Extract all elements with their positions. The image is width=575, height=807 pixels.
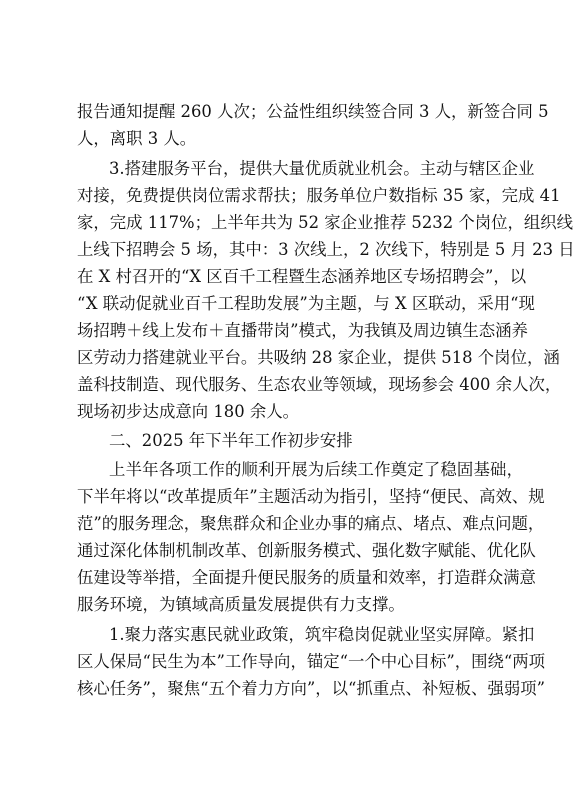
text-line-4: 对接，免费提供岗位需求帮扶；服务单位户数指标 35 家，完成 41	[77, 186, 561, 205]
text-line-19: 服务环境，为镇域高质量发展提供有力支撑。	[77, 595, 405, 614]
text-line-22: 核心任务”，聚焦“五个着力方向”，以“抓重点、补短板、强弱项”	[77, 679, 546, 698]
text-line-17: 通过深化体制机制改革、创新服务模式、强化数字赋能、优化队	[77, 541, 536, 560]
text-line-5: 家，完成 117%；上半年共为 52 家企业推荐 5232 个岗位，组织线	[77, 213, 574, 232]
text-line-7: 在 X 村召开的“X 区百千工程暨生态涵养地区专场招聘会”，以	[77, 267, 527, 286]
text-line-6: 上线下招聘会 5 场，其中：3 次线上，2 次线下，特别是 5 月 23 日	[77, 240, 575, 259]
text-line-1: 报告通知提醒 260 人次；公益性组织续签合同 3 人，新签合同 5	[77, 102, 549, 121]
text-line-10: 区劳动力搭建就业平台。共吸纳 28 家企业，提供 518 个岗位，涵	[77, 348, 560, 367]
text-line-15: 下半年将以“改革提质年”主题活动为指引，坚持“便民、高效、规	[77, 487, 545, 506]
text-line-2: 人，离职 3 人。	[77, 129, 197, 148]
text-line-20: 1.聚力落实惠民就业政策，筑牢稳岗促就业坚实屏障。紧扣	[109, 625, 535, 644]
text-line-18: 伍建设等举措，全面提升便民服务的质量和效率，打造群众满意	[77, 568, 536, 587]
text-line-3: 3.搭建服务平台，提供大量优质就业机会。主动与辖区企业	[109, 159, 535, 178]
text-line-14: 上半年各项工作的顺利开展为后续工作奠定了稳固基础，	[109, 460, 523, 479]
text-line-21: 区人保局“民生为本”工作导向，锚定“一个中心目标”，围绕“两项	[77, 652, 546, 671]
text-line-16: 范”的服务理念，聚焦群众和企业办事的痛点、堵点、难点问题，	[77, 514, 545, 533]
section-heading: 二、2025 年下半年工作初步安排	[109, 431, 353, 450]
text-line-11: 盖科技制造、现代服务、生态农业等领域，现场参会 400 余人次，	[77, 375, 562, 394]
text-line-8: “X 联动促就业百千工程助发展”为主题，与 X 区联动，采用“现	[77, 294, 535, 313]
text-line-12: 现场初步达成意向 180 余人。	[77, 402, 300, 421]
text-line-9: 场招聘＋线上发布＋直播带岗”模式，为我镇及周边镇生态涵养	[77, 321, 528, 340]
